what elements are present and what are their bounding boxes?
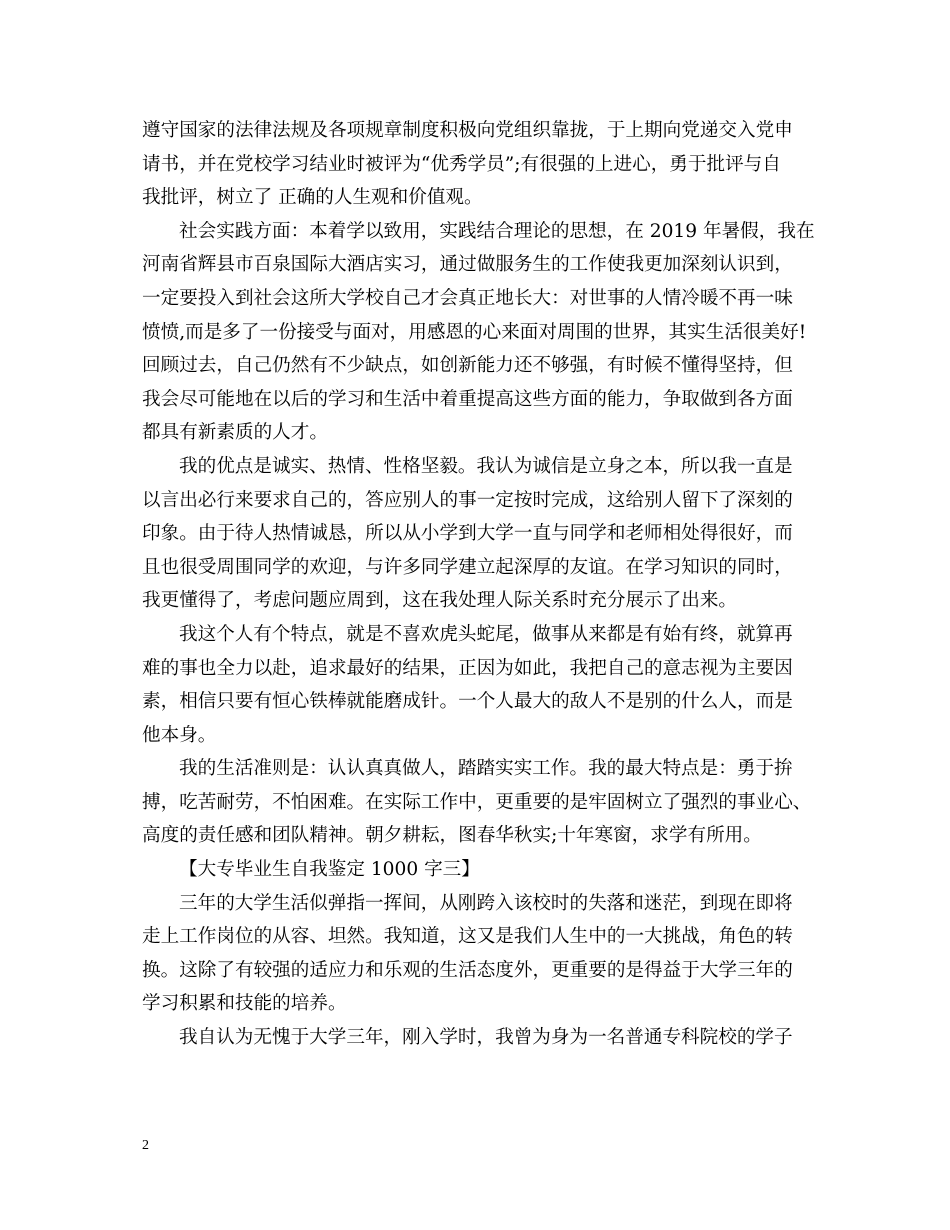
text-line: 回顾过去，自己仍然有不少缺点，如创新能力还不够强，有时候不懂得坚持，但	[142, 355, 793, 377]
text-line: 一定要投入到社会这所大学校自己才会真正地长大：对世事的人情冷暖不再一味	[142, 287, 793, 309]
text-line: 印象。由于待人热情诚恳，所以从小学到大学一直与同学和老师相处得很好，而	[142, 523, 793, 545]
text-line: 遵守国家的法律法规及各项规章制度积极向党组织靠拢，于上期向党递交入党申	[142, 120, 793, 141]
text-line: 我的优点是诚实、热情、性格坚毅。我认为诚信是立身之本，所以我一直是	[179, 455, 793, 477]
text-line: 河南省辉县市百泉国际大酒店实习，通过做服务生的工作使我更加深刻认识到，	[142, 254, 793, 276]
text-line: 请书，并在党校学习结业时被评为“优秀学员”;有很强的上进心，勇于批评与自	[142, 153, 781, 175]
text-line: 走上工作岗位的从容、坦然。我知道，这又是我们人生中的一大挑战，角色的转	[142, 926, 793, 948]
text-line: 以言出必行来要求自己的，答应别人的事一定按时完成，这给别人留下了深刻的	[142, 489, 793, 511]
text-line: 我会尽可能地在以后的学习和生活中着重提高这些方面的能力，争取做到各方面	[142, 388, 793, 410]
text-line: 我更懂得了，考虑问题应周到，这在我处理人际关系时充分展示了出来。	[142, 590, 738, 612]
text-line: 他本身。	[142, 724, 217, 746]
text-line: 搏，吃苦耐劳，不怕困难。在实际工作中，更重要的是牢固树立了强烈的事业心、	[142, 791, 812, 813]
text-line: 愤愤,而是多了一份接受与面对，用感恩的心来面对周围的世界，其实生活很美好!	[142, 321, 807, 343]
text-line: 学习积累和技能的培养。	[142, 993, 347, 1015]
page-number: 2	[142, 1138, 149, 1153]
text-line: 【大专毕业生自我鉴定 1000 字三】	[179, 859, 480, 881]
text-line: 都具有新素质的人才。	[142, 422, 328, 444]
body-text	[142, 114, 822, 1055]
text-line: 我这个人有个特点，就是不喜欢虎头蛇尾，做事从来都是有始有终，就算再	[179, 623, 793, 645]
text-line: 三年的大学生活似弹指一挥间，从刚跨入该校时的失落和迷茫，到现在即将	[179, 892, 793, 914]
text-line: 难的事也全力以赴，追求最好的结果，正因为如此，我把自己的意志视为主要因	[142, 657, 793, 679]
text-line: 高度的责任感和团队精神。朝夕耕耘，图春华秋实;十年寒窗，求学有所用。	[142, 825, 762, 847]
text-line: 社会实践方面：本着学以致用，实践结合理论的思想，在 2019 年暑假，我在	[179, 220, 815, 242]
text-line: 我自认为无愧于大学三年，刚入学时，我曾为身为一名普通专科院校的学子	[179, 1027, 793, 1049]
text-line: 素，相信只要有恒心铁棒就能磨成针。一个人最大的敌人不是别的什么人，而是	[142, 691, 793, 713]
text-line: 我批评，树立了 正确的人生观和价值观。	[142, 187, 483, 209]
text-line: 换。这除了有较强的适应力和乐观的生活态度外，更重要的是得益于大学三年的	[142, 959, 793, 981]
text-line: 且也很受周围同学的欢迎，与许多同学建立起深厚的友谊。在学习知识的同时，	[142, 556, 793, 578]
text-line: 我的生活准则是：认认真真做人，踏踏实实工作。我的最大特点是：勇于拚	[179, 758, 793, 780]
